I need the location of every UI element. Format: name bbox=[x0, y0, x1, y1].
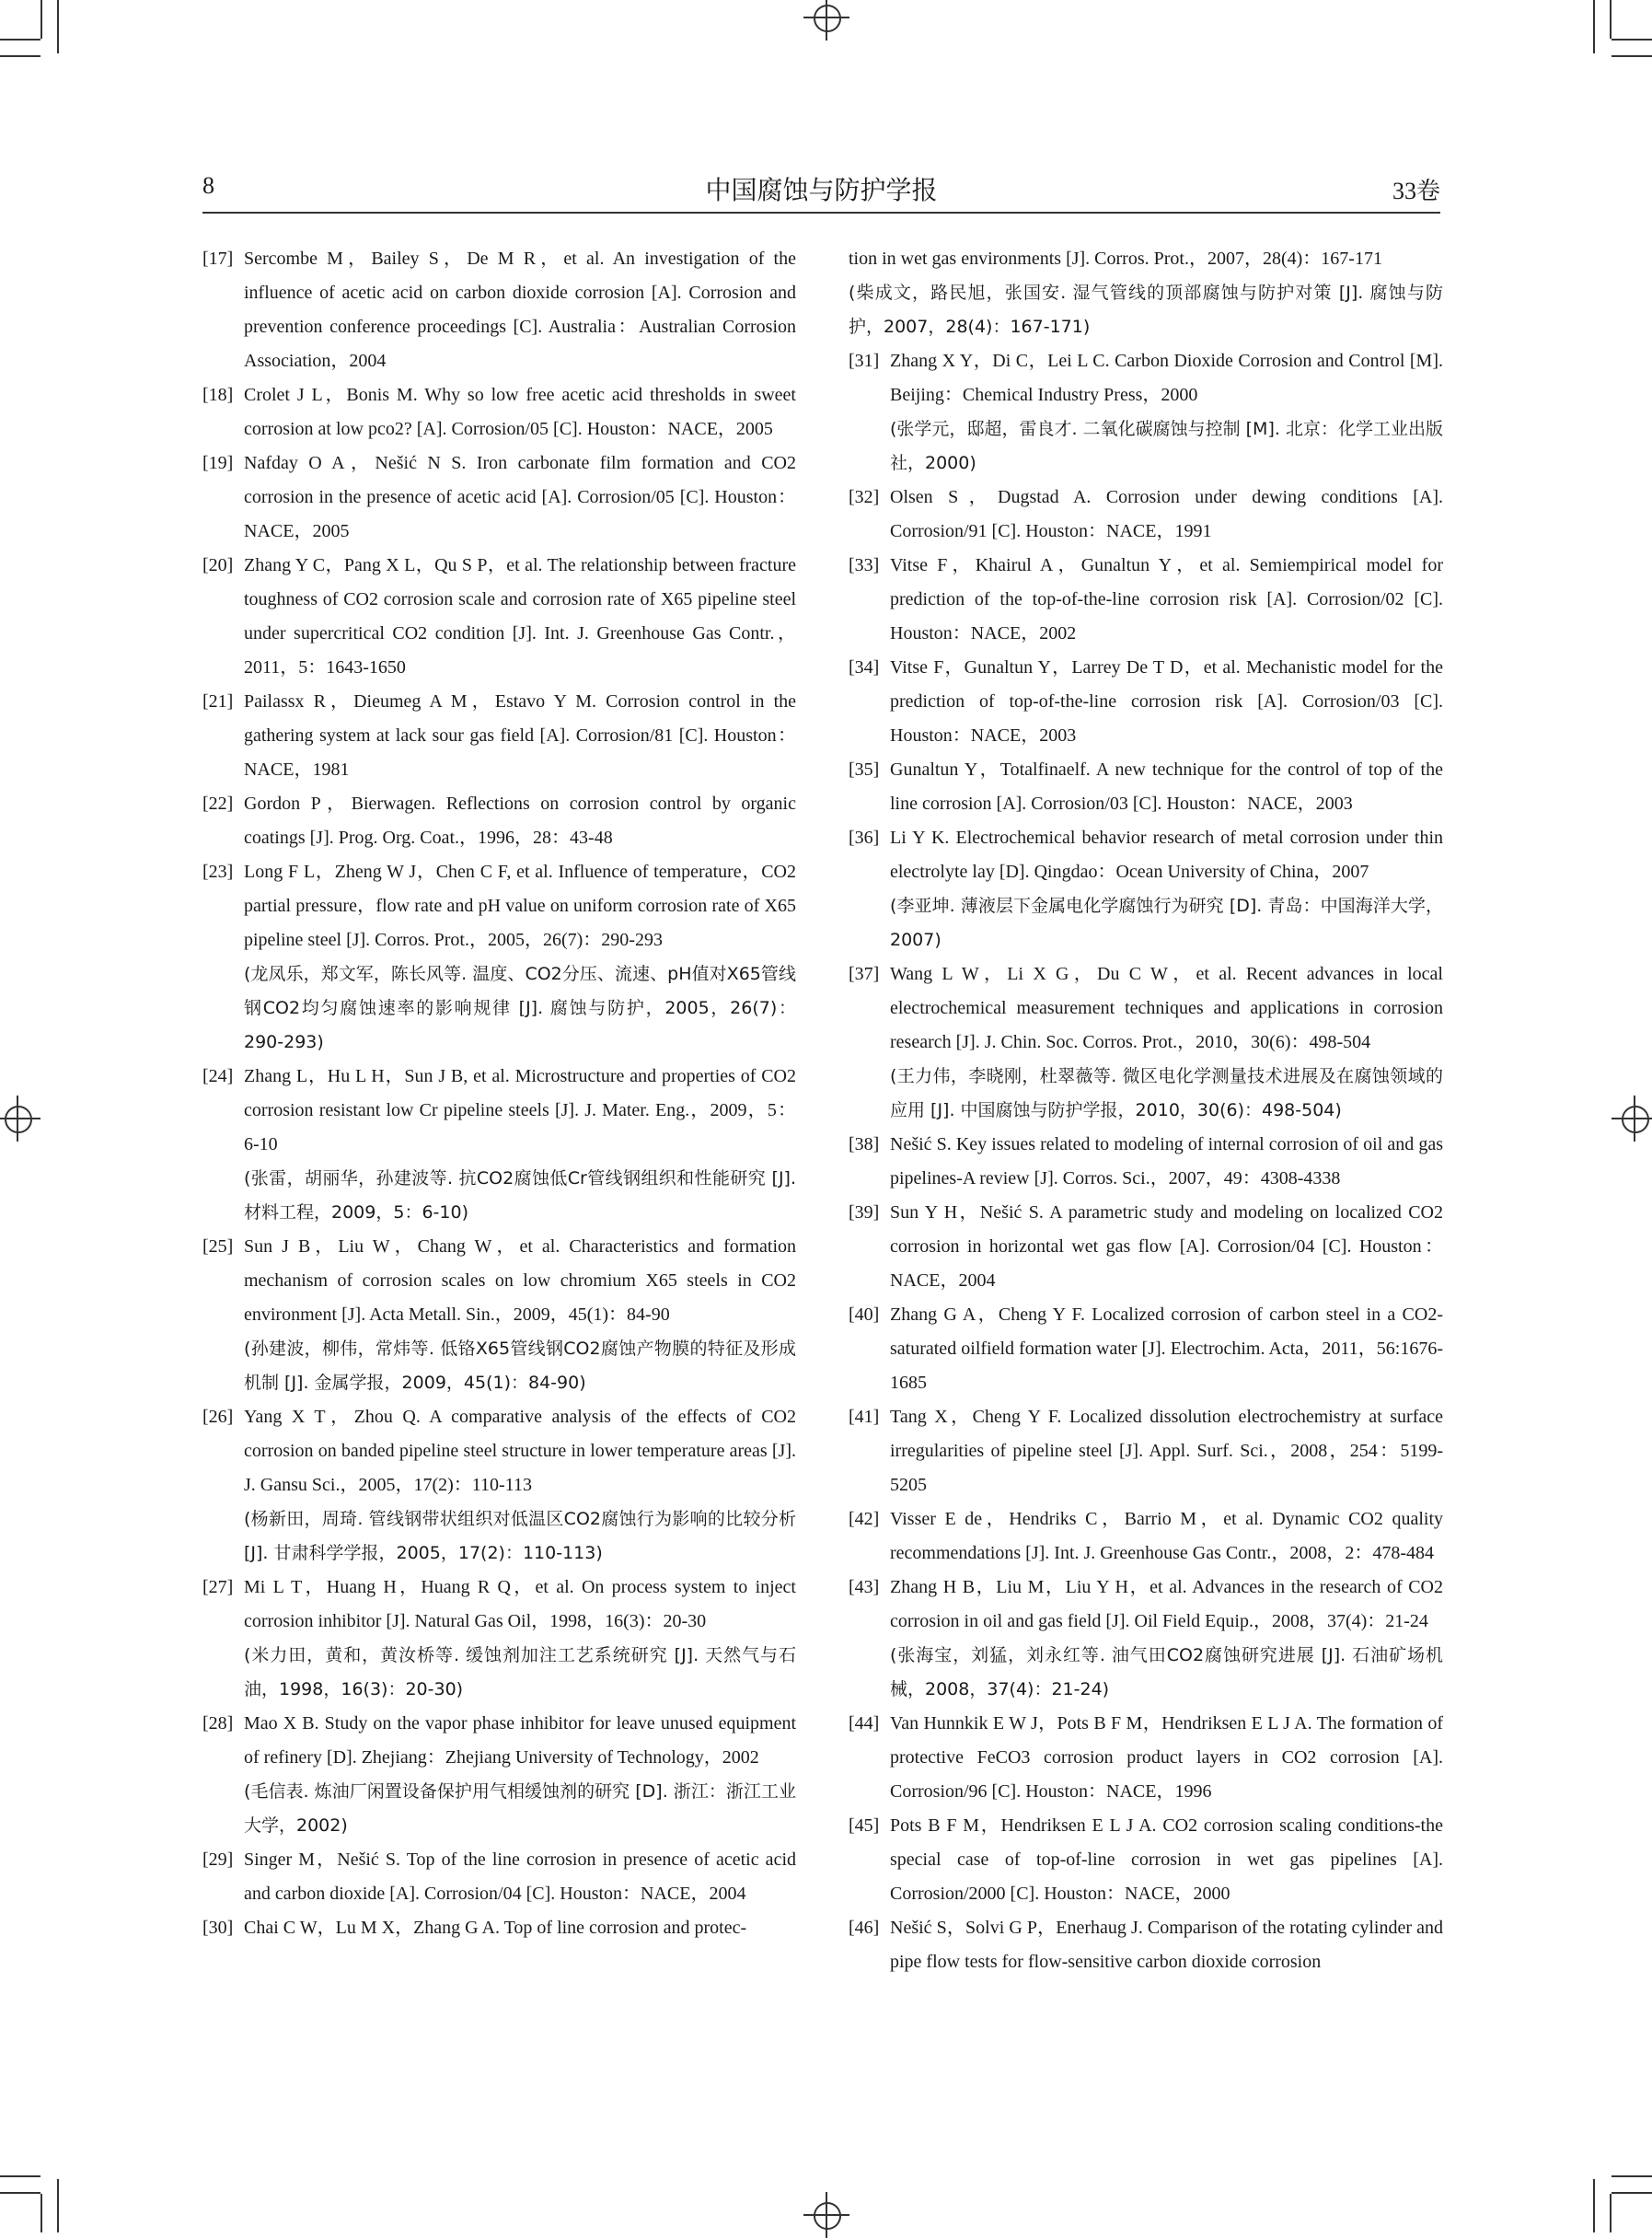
reference-text: Pots B F M，Hendriksen E L J A. CO2 corrosion scaling conditions-the special case of top-of-line corrosion in wet gas pipelines [A]. Corrosion/2000 [C]. Houston：NACE，2000 bbox=[890, 1815, 1443, 1904]
reference-text: Gunaltun Y，Totalfinaelf. A new technique for the control of top of the line corrosion [A]. Corrosion/03 [C]. Houston：NACE，2003 bbox=[890, 760, 1443, 814]
crop-mark bbox=[1612, 2175, 1652, 2177]
reference-entry bbox=[849, 821, 1443, 957]
reference-text: Mi L T，Huang H，Huang R Q，et al. On process system to inject corrosion inhibitor [J]. Natural Gas Oil，1998，16(3)：20-30 bbox=[244, 1577, 796, 1631]
reference-text: Nešić S. Key issues related to modeling of internal corrosion of oil and gas pipelines-A review [J]. Corros. Sci.，2007，49：4308-4338 bbox=[890, 1134, 1443, 1189]
reference-text: tion in wet gas environments [J]. Corros. Prot.，2007，28(4)：167-171 bbox=[849, 249, 1382, 269]
reference-text: Olsen S，Dugstad A. Corrosion under dewing conditions [A]. Corrosion/91 [C]. Houston：NACE，1991 bbox=[890, 487, 1443, 541]
crop-mark bbox=[57, 0, 59, 53]
crop-mark bbox=[1612, 39, 1652, 41]
reference-text: Sun Y H，Nešić S. A parametric study and modeling on localized CO2 corrosion in horizontal wet gas flow [A]. Corrosion/04 [C]. Houston：NACE，2004 bbox=[890, 1202, 1443, 1291]
crop-mark bbox=[40, 0, 42, 39]
reference-entry bbox=[849, 242, 1443, 344]
reference-translation: (孙建波，柳伟，常炜等. 低铬X65管线钢CO2腐蚀产物膜的特征及形成机制 [J]. 金属学报，2009，45(1)：84-90) bbox=[244, 1339, 796, 1393]
reference-entry bbox=[849, 1911, 1443, 1979]
reference-entry bbox=[849, 481, 1443, 549]
page-number: 8 bbox=[202, 172, 214, 199]
reference-entry bbox=[849, 1707, 1443, 1809]
reference-number: [45] bbox=[849, 1815, 880, 1836]
reference-number: [31] bbox=[849, 351, 880, 371]
reference-text: Nešić S，Solvi G P，Enerhaug J. Comparison of the rotating cylinder and pipe flow tests for flow-sensitive carbon dioxide corrosion bbox=[890, 1918, 1443, 1972]
reference-translation: (王力伟，李晓刚，杜翠薇等. 微区电化学测量技术进展及在腐蚀领域的应用 [J]. 中国腐蚀与防护学报，2010，30(6)：498-504) bbox=[890, 1066, 1443, 1120]
reference-number: [20] bbox=[202, 555, 234, 575]
reference-entry bbox=[202, 549, 796, 685]
reference-number: [24] bbox=[202, 1066, 234, 1086]
reference-number: [32] bbox=[849, 487, 880, 507]
reference-text: Zhang H B，Liu M，Liu Y H，et al. Advances in the research of CO2 corrosion in oil and gas field [J]. Oil Field Equip.，2008，37(4)：21-24 bbox=[890, 1577, 1443, 1631]
reference-entry bbox=[202, 1707, 796, 1843]
crop-mark bbox=[40, 2194, 42, 2232]
crop-mark bbox=[1612, 55, 1652, 57]
journal-title: 中国腐蚀与防护学报 bbox=[705, 177, 938, 205]
reference-number: [37] bbox=[849, 964, 880, 984]
reference-translation: (张学元，邸超，雷良才. 二氧化碳腐蚀与控制 [M]. 北京：化学工业出版社，2000) bbox=[890, 419, 1443, 473]
reference-number: [42] bbox=[849, 1509, 880, 1529]
reference-translation: (张海宝，刘猛，刘永红等. 油气田CO2腐蚀研究进展 [J]. 石油矿场机械，2008，37(4)：21-24) bbox=[890, 1645, 1443, 1699]
crop-mark bbox=[1610, 2194, 1612, 2232]
crop-mark bbox=[1610, 0, 1612, 39]
reference-text: Yang X T，Zhou Q. A comparative analysis of the effects of CO2 corrosion on banded pipeline steel structure in lower temperature areas [J]. J. Gansu Sci.，2005，17(2)：110-113 bbox=[244, 1407, 796, 1495]
reference-entry bbox=[849, 344, 1443, 481]
registration-mark-top-icon bbox=[803, 0, 849, 41]
reference-text: Li Y K. Electrochemical behavior research of metal corrosion under thin electrolyte lay [D]. Qingdao：Ocean University of China，2007 bbox=[890, 828, 1443, 882]
reference-text: Vitse F，Khairul A，Gunaltun Y，et al. Semiempirical model for prediction of the top-of-the-line corrosion risk [A]. Corrosion/02 [C]. Houston：NACE，2002 bbox=[890, 555, 1443, 644]
reference-number: [38] bbox=[849, 1134, 880, 1154]
volume-label: 33卷 bbox=[1392, 178, 1440, 204]
reference-entry bbox=[202, 242, 796, 378]
reference-number: [17] bbox=[202, 249, 234, 269]
reference-text: Wang L W，Li X G，Du C W，et al. Recent advances in local electrochemical measurement techniques and applications in corrosion research [J]. J. Chin. Soc. Corros. Prot.，2010，30(6)：498-504 bbox=[890, 964, 1443, 1052]
reference-entry bbox=[849, 549, 1443, 651]
reference-number: [43] bbox=[849, 1577, 880, 1597]
crop-mark bbox=[1612, 2192, 1652, 2194]
reference-text: Sercombe M，Bailey S，De M R，et al. An investigation of the influence of acetic acid on carbon dioxide corrosion [A]. Corrosion and prevention conference proceedings [C]. Australia：Australian Corrosion Association，2004 bbox=[244, 249, 796, 371]
reference-number: [27] bbox=[202, 1577, 234, 1597]
reference-text: Zhang G A，Cheng Y F. Localized corrosion of carbon steel in a CO2-saturated oilfield formation water [J]. Electrochim. Acta，2011，56:1676-1685 bbox=[890, 1305, 1443, 1393]
reference-text: Long F L，Zheng W J，Chen C F, et al. Influence of temperature，CO2 partial pressure，flow rate and pH value on uniform corrosion rate of X65 pipeline steel [J]. Corros. Prot.，2005，26(7)：290-293 bbox=[244, 862, 796, 950]
reference-number: [29] bbox=[202, 1850, 234, 1870]
reference-translation: (张雷，胡丽华，孙建波等. 抗CO2腐蚀低Cr管线钢组织和性能研究 [J]. 材料工程，2009，5：6-10) bbox=[244, 1168, 796, 1223]
crop-mark bbox=[1593, 2179, 1595, 2232]
reference-entry bbox=[202, 1400, 796, 1571]
reference-text: Vitse F，Gunaltun Y，Larrey De T D，et al. Mechanistic model for the prediction of top-of-the-line corrosion risk [A]. Corrosion/03 [C]. Houston：NACE，2003 bbox=[890, 657, 1443, 746]
reference-text: Sun J B，Liu W，Chang W，et al. Characteristics and formation mechanism of corrosion scales on low chromium X65 steels in CO2 environment [J]. Acta Metall. Sin.，2009，45(1)：84-90 bbox=[244, 1236, 796, 1325]
reference-number: [46] bbox=[849, 1918, 880, 1938]
reference-entry bbox=[202, 787, 796, 855]
reference-entry bbox=[849, 1502, 1443, 1571]
reference-text: Zhang Y C，Pang X L，Qu S P，et al. The relationship between fracture toughness of CO2 corrosion scale and corrosion rate of X65 pipeline steel under supercritical CO2 condition [J]. Int. J. Greenhouse Gas Contr.，2011，5：1643-1650 bbox=[244, 555, 796, 678]
reference-text: Mao X B. Study on the vapor phase inhibitor for leave unused equipment of refinery [D]. Zhejiang：Zhejiang University of Technology，2002 bbox=[244, 1713, 796, 1768]
reference-translation: (杨新田，周琦. 管线钢带状组织对低温区CO2腐蚀行为影响的比较分析 [J]. 甘肃科学学报，2005，17(2)：110-113) bbox=[244, 1509, 796, 1563]
reference-entry bbox=[202, 1230, 796, 1400]
reference-entry bbox=[202, 446, 796, 549]
reference-number: [25] bbox=[202, 1236, 234, 1257]
crop-mark bbox=[0, 55, 40, 57]
reference-text: Van Hunnkik E W J，Pots B F M，Hendriksen E L J A. The formation of protective FeCO3 corrosion product layers in CO2 corrosion [A]. Corrosion/96 [C]. Houston：NACE，1996 bbox=[890, 1713, 1443, 1802]
reference-text: Pailassx R，Dieumeg A M，Estavo Y M. Corrosion control in the gathering system at lack sour gas field [A]. Corrosion/81 [C]. Houston：NACE，1981 bbox=[244, 691, 796, 780]
crop-mark bbox=[57, 2179, 59, 2232]
reference-entry bbox=[202, 685, 796, 787]
reference-text: Gordon P，Bierwagen. Reflections on corrosion control by organic coatings [J]. Prog. Org. Coat.，1996，28：43-48 bbox=[244, 794, 796, 848]
reference-number: [35] bbox=[849, 760, 880, 780]
reference-number: [33] bbox=[849, 555, 880, 575]
reference-number: [40] bbox=[849, 1305, 880, 1325]
crop-mark bbox=[0, 2192, 40, 2194]
reference-entry bbox=[849, 753, 1443, 821]
reference-text: Visser E de，Hendriks C，Barrio M，et al. Dynamic CO2 quality recommendations [J]. Int. J. Greenhouse Gas Contr.，2008，2：478-484 bbox=[890, 1509, 1443, 1563]
reference-number: [39] bbox=[849, 1202, 880, 1223]
reference-translation: (龙凤乐，郑文军，陈长风等. 温度、CO2分压、流速、pH值对X65管线钢CO2均匀腐蚀速率的影响规律 [J]. 腐蚀与防护，2005，26(7)：290-293) bbox=[244, 964, 796, 1052]
reference-text: Crolet J L，Bonis M. Why so low free acetic acid thresholds in sweet corrosion at low pco2? [A]. Corrosion/05 [C]. Houston：NACE，2005 bbox=[244, 385, 796, 439]
reference-number: [36] bbox=[849, 828, 880, 848]
registration-mark-left-icon bbox=[0, 1096, 40, 1142]
reference-entry bbox=[849, 1298, 1443, 1400]
reference-number: [19] bbox=[202, 453, 234, 473]
reference-entry bbox=[202, 855, 796, 1060]
reference-entry bbox=[202, 1911, 796, 1945]
reference-number: [34] bbox=[849, 657, 880, 678]
crop-mark bbox=[1593, 0, 1595, 53]
reference-text: Chai C W，Lu M X，Zhang G A. Top of line corrosion and protec- bbox=[244, 1918, 747, 1938]
reference-text: Zhang X Y，Di C，Lei L C. Carbon Dioxide Corrosion and Control [M]. Beijing：Chemical Industry Press，2000 bbox=[890, 351, 1443, 405]
reference-number: [22] bbox=[202, 794, 234, 814]
reference-entry bbox=[849, 1400, 1443, 1502]
registration-mark-right-icon bbox=[1612, 1096, 1652, 1142]
reference-entry bbox=[849, 1196, 1443, 1298]
references-column-right bbox=[849, 242, 1443, 1979]
reference-number: [21] bbox=[202, 691, 234, 712]
reference-entry bbox=[849, 957, 1443, 1128]
reference-text: Zhang L，Hu L H，Sun J B, et al. Microstructure and properties of CO2 corrosion resistant low Cr pipeline steels [J]. J. Mater. Eng.，2009，5：6-10 bbox=[244, 1066, 796, 1154]
crop-mark bbox=[0, 39, 40, 41]
reference-number: [23] bbox=[202, 862, 234, 882]
reference-entry bbox=[849, 651, 1443, 753]
reference-number: [30] bbox=[202, 1918, 234, 1938]
reference-entry bbox=[202, 1843, 796, 1911]
reference-number: [44] bbox=[849, 1713, 880, 1734]
reference-text: Tang X，Cheng Y F. Localized dissolution electrochemistry at surface irregularities of pipeline steel [J]. Appl. Surf. Sci.，2008，254：5199-5205 bbox=[890, 1407, 1443, 1495]
running-header bbox=[202, 168, 1440, 211]
registration-mark-bottom-icon bbox=[803, 2192, 849, 2238]
reference-entry bbox=[202, 1571, 796, 1707]
reference-entry bbox=[202, 1060, 796, 1230]
reference-text: Nafday O A，Nešić N S. Iron carbonate film formation and CO2 corrosion in the presence of acetic acid [A]. Corrosion/05 [C]. Houston：NACE，2005 bbox=[244, 453, 796, 541]
reference-number: [26] bbox=[202, 1407, 234, 1427]
reference-entry bbox=[849, 1128, 1443, 1196]
reference-number: [41] bbox=[849, 1407, 880, 1427]
reference-translation: (柴成文，路民旭，张国安. 湿气管线的顶部腐蚀与防护对策 [J]. 腐蚀与防护，2007，28(4)：167-171) bbox=[849, 283, 1443, 337]
reference-number: [28] bbox=[202, 1713, 234, 1734]
reference-entry bbox=[849, 1571, 1443, 1707]
reference-number: [18] bbox=[202, 385, 234, 405]
reference-entry bbox=[202, 378, 796, 446]
reference-entry bbox=[849, 1809, 1443, 1911]
reference-translation: (米力田，黄和，黄汝桥等. 缓蚀剂加注工艺系统研究 [J]. 天然气与石油，1998，16(3)：20-30) bbox=[244, 1645, 796, 1699]
reference-text: Singer M，Nešić S. Top of the line corrosion in presence of acetic acid and carbon dioxide [A]. Corrosion/04 [C]. Houston：NACE，2004 bbox=[244, 1850, 796, 1904]
references-column-left bbox=[202, 242, 796, 1945]
header-rule bbox=[202, 212, 1440, 214]
crop-mark bbox=[0, 2175, 40, 2177]
reference-translation: (毛信表. 炼油厂闲置设备保护用气相缓蚀剂的研究 [D]. 浙江：浙江工业大学，2002) bbox=[244, 1781, 796, 1836]
reference-translation: (李亚坤. 薄液层下金属电化学腐蚀行为研究 [D]. 青岛：中国海洋大学，2007) bbox=[890, 896, 1443, 950]
